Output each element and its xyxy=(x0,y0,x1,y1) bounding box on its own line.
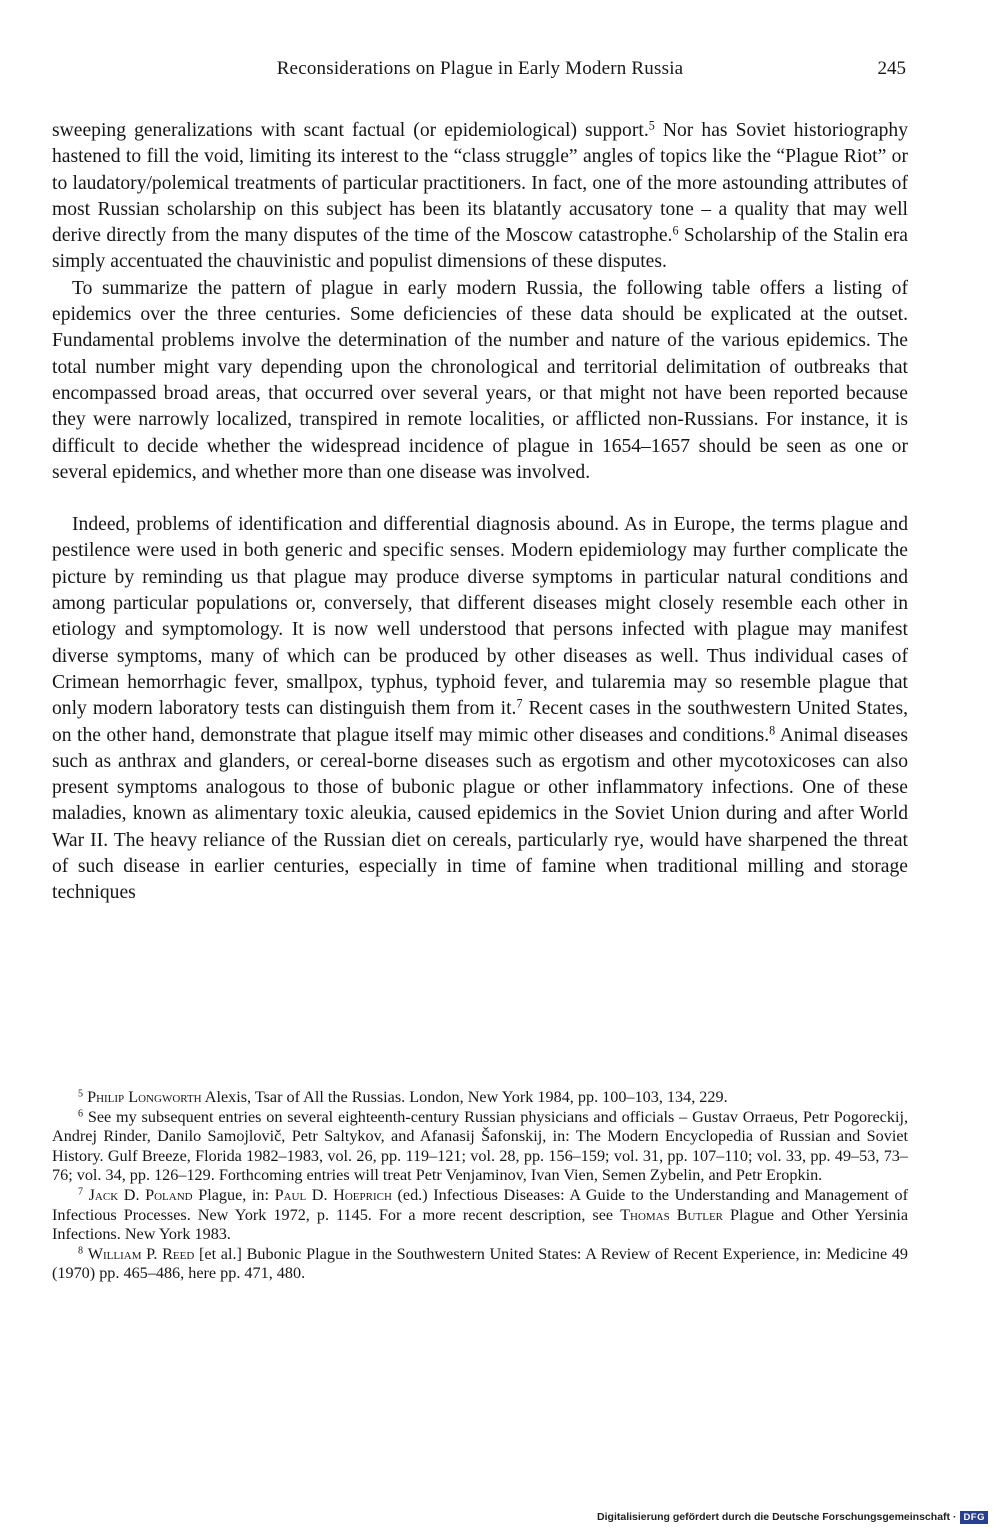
paragraph-1 xyxy=(52,118,908,276)
paragraph-1-text-a: sweeping generalizations with scant factual (or epidemiological) support. xyxy=(52,120,649,141)
funding-note-text: Digitalisierung gefördert durch die Deutsche Forschungsgemeinschaft · xyxy=(597,1511,957,1523)
funding-note xyxy=(597,1508,988,1526)
footnote-mark-5: 5 xyxy=(78,1088,84,1100)
footnote-8-text: [et al.] Bubonic Plague in the Southwestern United States: A Review of Recent Experience, in: Medicine 49 (1970) pp. 465–486, here pp. 471, 480. xyxy=(52,1244,909,1283)
footnote-8 xyxy=(52,1245,908,1284)
footnote-ref-8: 8 xyxy=(769,722,776,737)
footnote-7 xyxy=(52,1186,908,1245)
running-title: Reconsiderations on Plague in Early Modern Russia xyxy=(276,58,684,79)
footnote-7-text-a: Plague, in: xyxy=(192,1185,275,1204)
body-text xyxy=(52,118,908,907)
footnote-ref-5: 5 xyxy=(648,118,655,133)
paragraph-1-text-b: Nor has Soviet historiography hastened to fill the void, limiting its interest to the “class struggle” angles of topics like the “Plague Riot” or to laudatory/polemical treatments of particular practitioners. In fact, one of the more astounding attributes of most Russian scholarship on this subject has been its blatantly accusatory tone – a quality that may well derive directly from the many disputes of the time of the Moscow catastrophe. xyxy=(52,120,908,247)
footnote-7-author2: Paul D. Hoeprich xyxy=(274,1185,392,1204)
footnote-7-text-c: Plague and Other Yersinia Infections. New York 1983. xyxy=(52,1205,909,1244)
footnote-7-text-b: (ed.) Infectious Diseases: A Guide to the Understanding and Management of Infectious Processes. New York 1972, p. 1145. For a more recent description, see xyxy=(52,1185,908,1224)
footnote-6-text: See my subsequent entries on several eighteenth-century Russian physicians and officials – Gustav Orraeus, Petr Pogoreckij, Andrej Rinder, Danilo Samojlovič, Petr Saltykov, and Afanasij Šafonskij, in: The Modern Encyclopedia of Russian and Soviet History. Gulf Breeze, Florida 1982–1983, vol. 26, pp. 119–121; vol. 28, pp. 156–159; vol. 31, pp. 107–110; vol. 33, pp. 49–53, 73–76; vol. 34, pp. 126–129. Forthcoming entries will treat Petr Venjaminov, Ivan Vien, Semen Zybelin, and Petr Eropkin. xyxy=(52,1107,908,1185)
running-head xyxy=(52,58,908,88)
paragraph-3-text-b: Recent cases in the southwestern United States, on the other hand, demonstrate that plague itself may mimic other diseases and conditions. xyxy=(52,698,908,746)
footnote-mark-7: 7 xyxy=(78,1186,84,1198)
paragraph-3 xyxy=(52,512,908,906)
footnote-8-author: William P. Reed xyxy=(87,1244,195,1263)
footnote-ref-6: 6 xyxy=(672,223,679,238)
paragraph-1-text-c: Scholarship of the Stalin era simply accentuated the chauvinistic and populist dimensions of these disputes. xyxy=(52,225,908,273)
footnotes xyxy=(52,1088,908,1284)
footnote-mark-6: 6 xyxy=(78,1108,84,1120)
dfg-logo-icon: DFG xyxy=(960,1511,988,1524)
paragraph-2: To summarize the pattern of plague in early modern Russia, the following table offers a listing of epidemics over the three centuries. Some deficiencies of these data should be explicated at the outset. Fundamental problems involve the determination of the number and nature of the various epidemics. The total number might vary depending upon the chronological and territorial delimitation of outbreaks that encompassed broad areas, that occurred over several years, or that might not have been reported because they were narrowly localized, transpired in remote localities, or afflicted non-Russians. For instance, it is difficult to decide whether the widespread incidence of plague in 1654–1657 should be seen as one or several epidemics, and whether more than one disease was involved. xyxy=(52,277,908,483)
paragraph-3-text-c: Animal diseases such as anthrax and glanders, or cereal-borne diseases such as ergotism and other mycotoxicoses can also present symptoms analogous to those of bubonic plague or other inflammatory infections. One of these maladies, known as alimentary toxic aleukia, caused epidemics in the Soviet Union during and after World War II. The heavy reliance of the Russian diet on cereals, particularly rye, would have sharpened the threat of such disease in earlier centuries, especially in time of famine when traditional milling and storage techniques xyxy=(52,724,908,904)
footnote-6 xyxy=(52,1108,908,1186)
page-number: 245 xyxy=(877,58,906,79)
paragraph-3-text-a: Indeed, problems of identification and differential diagnosis abound. As in Europe, the terms plague and pestilence were used in both generic and specific senses. Modern epidemiology may further complicate the picture by reminding us that plague may produce diverse symptoms in particular natural conditions and among particular populations or, conversely, that different diseases might closely resemble each other in etiology and symptomology. It is now well understood that persons infected with plague may manifest diverse symptoms, many of which can be produced by other diseases as well. Thus individual cases of Crimean hemorrhagic fever, smallpox, typhus, typhoid fever, and tularemia may so resemble plague that only modern laboratory tests can distinguish them from it. xyxy=(52,514,908,720)
footnote-5-author: Philip Longworth xyxy=(87,1088,202,1106)
footnote-mark-8: 8 xyxy=(78,1245,84,1257)
footnote-ref-7: 7 xyxy=(516,696,523,711)
footnote-5 xyxy=(52,1088,908,1108)
footnote-7-author3: Thomas Butler xyxy=(620,1205,724,1224)
footnote-7-author: Jack D. Poland xyxy=(88,1185,193,1204)
footnote-5-text: Alexis, Tsar of All the Russias. London, New York 1984, pp. 100–103, 134, 229. xyxy=(201,1088,728,1106)
